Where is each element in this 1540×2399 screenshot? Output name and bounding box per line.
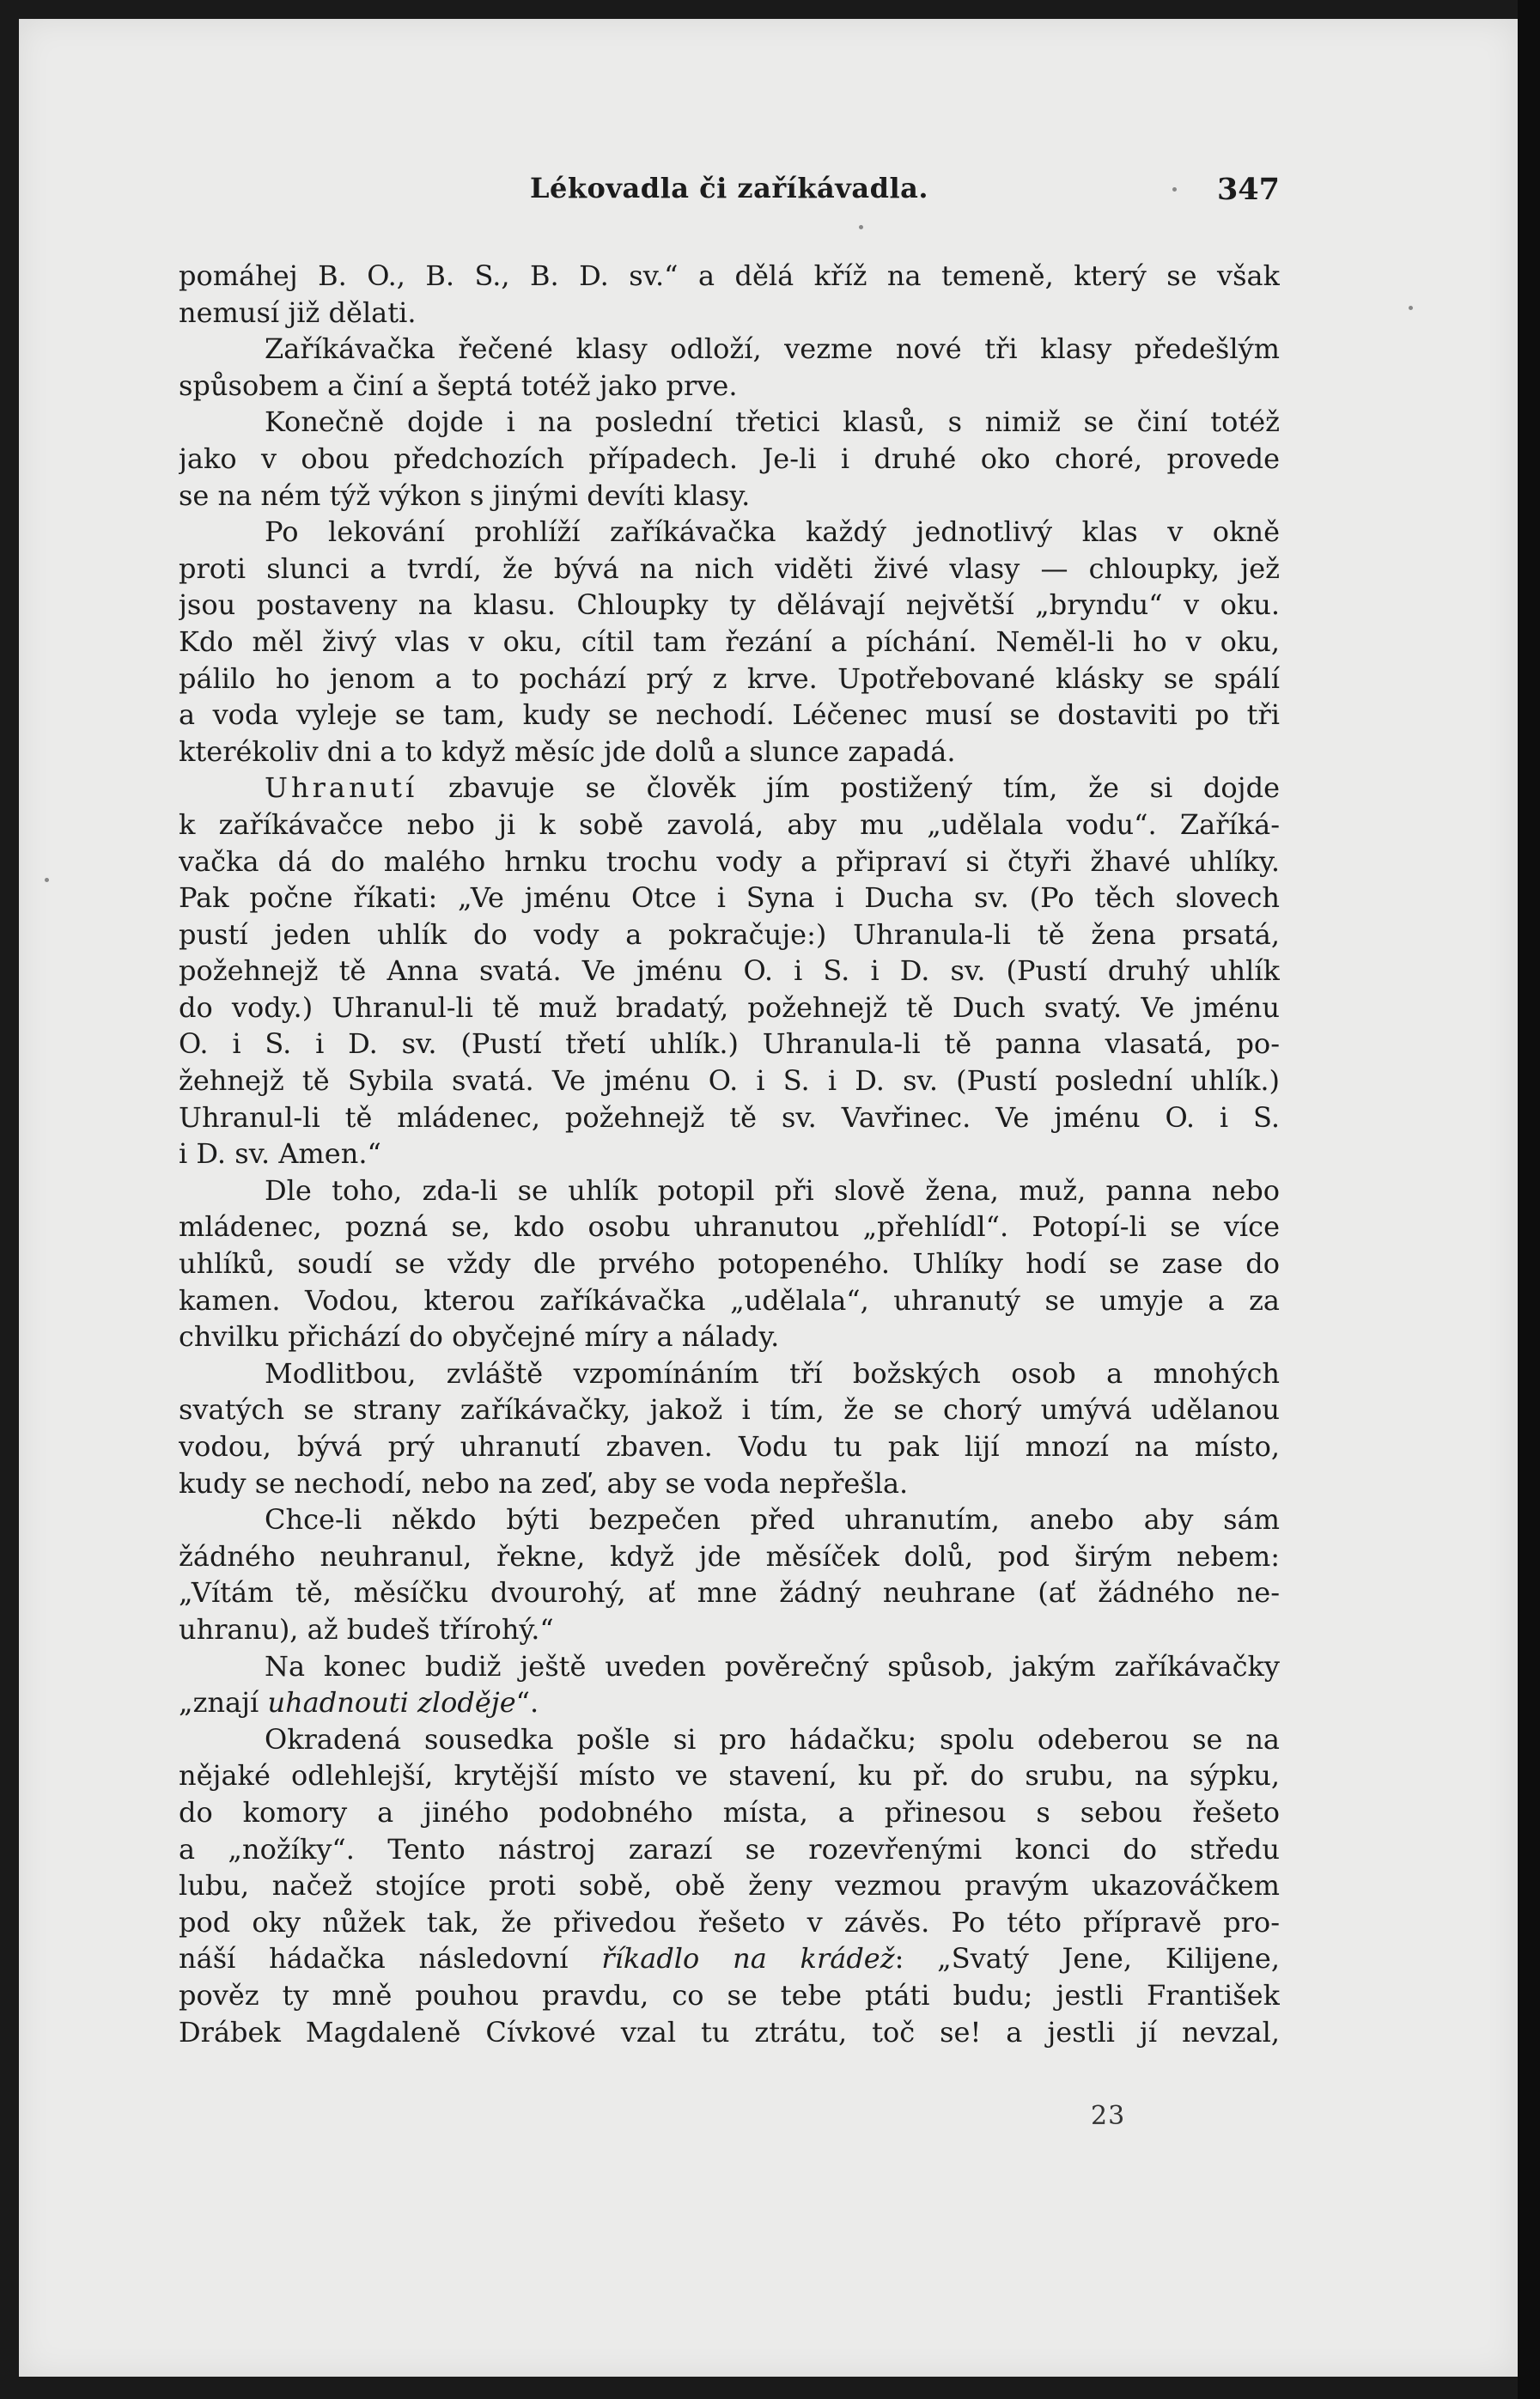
text-line: jako v obou předchozích případech. Je-li i druhé oko choré, provede: [179, 441, 1280, 475]
text-line: pod oky nůžek tak, že přivedou řešeto v závěs. Po této přípravě pro-: [179, 1905, 1280, 1939]
text-line: se na ném týž výkon s jinými devíti klasy.: [179, 478, 751, 512]
spaced-term: Uhranutí: [265, 771, 418, 805]
text-line: chvilku přichází do obyčejné míry a nálady.: [179, 1320, 780, 1354]
text-line: spůsobem a činí a šeptá totéž jako prve.: [179, 368, 738, 402]
signature-mark: 23: [1091, 2101, 1126, 2131]
text-line: Kdo měl živý vlas v oku, cítil tam řezání a píchání. Neměl-li ho v oku,: [179, 624, 1280, 658]
text-line: žádného neuhranul, řekne, když jde měsíček dolů, pod širým nebem:: [179, 1539, 1280, 1573]
text-line: i D. sv. Amen.“: [179, 1137, 381, 1171]
text-line: Na konec budiž ještě uveden pověrečný spůsob, jakým zaříkávačky: [265, 1649, 1280, 1683]
text-line: do komory a jiného podobného místa, a přinesou s sebou řešeto: [179, 1795, 1280, 1829]
text-line: nemusí již dělati.: [179, 295, 417, 329]
text-line: vačka dá do malého hrnku trochu vody a připraví si čtyři žhavé uhlíky.: [179, 844, 1280, 878]
text-line: uhranu), až budeš třírohý.“: [179, 1612, 554, 1646]
text-line: Po lekování prohlíží zaříkávačka každý jednotlivý klas v okně: [265, 515, 1280, 549]
speck: [859, 225, 863, 229]
text-line: Chce-li někdo býti bezpečen před uhranutím, anebo aby sám: [265, 1503, 1280, 1537]
text-line: kamen. Vodou, kterou zaříkávačka „udělala“, uhranutý se umyje a za: [179, 1283, 1280, 1317]
text-line: vodou, bývá prý uhranutí zbaven. Vodu tu pak lijí mnozí na místo,: [179, 1430, 1280, 1463]
text-line: Uhranutí zbavuje se člověk jím postižený tím, že si dojde: [265, 771, 1280, 805]
text-line: k zaříkávačce nebo ji k sobě zavolá, aby mu „udělala vodu“. Zaříká-: [179, 807, 1280, 841]
text-line: Dle toho, zda-li se uhlík potopil při slově žena, muž, panna nebo: [265, 1173, 1280, 1207]
text-line: Konečně dojde i na poslední třetici klasů, s nimiž se činí totéž: [265, 405, 1280, 439]
text-line: jsou postaveny na klasu. Chloupky ty dělávají největší „bryndu“ v oku.: [179, 588, 1280, 622]
text-line: žehnejž tě Sybila svatá. Ve jménu O. i S. i D. sv. (Pustí poslední uhlík.): [179, 1064, 1280, 1098]
text-line: náší hádačka následovní říkadlo na krádež: „Svatý Jene, Kilijene,: [179, 1942, 1280, 1976]
speck: [1172, 187, 1177, 192]
page-header: [179, 172, 1280, 215]
text-line: svatých se strany zaříkávačky, jakož i tím, že se chorý umývá udělanou: [179, 1393, 1280, 1427]
text-line: pomáhej B. O., B. S., B. D. sv.“ a dělá kříž na temeně, který se však: [179, 259, 1280, 292]
body-text: [179, 258, 1280, 2050]
text-line: a „nožíky“. Tento nástroj zarazí se rozevřenými konci do středu: [179, 1832, 1280, 1866]
text-line: Zaříkávačka řečené klasy odloží, vezme nové tři klasy předešlým: [265, 332, 1280, 366]
speck: [45, 878, 49, 882]
text-line: kudy se nechodí, nebo na zeď, aby se voda nepřešla.: [179, 1466, 909, 1500]
text-line: pálilo ho jenom a to pochází prý z krve. Upotřebované klásky se spálí: [179, 661, 1280, 695]
text-line: Uhranul-li tě mládenec, požehnejž tě sv. Vavřinec. Ve jménu O. i S.: [179, 1100, 1280, 1134]
text-line: „znají uhadnouti zloděje“.: [179, 1686, 539, 1720]
text-line: „Vítám tě, měsíčku dvourohý, ať mne žádný neuhrane (ať žádného ne-: [179, 1576, 1280, 1610]
text-line: Modlitbou, zvláště vzpomínáním tří božských osob a mnohých: [265, 1356, 1280, 1390]
text-line: pověz ty mně pouhou pravdu, co se tebe ptáti budu; jestli František: [179, 1978, 1280, 2012]
speck: [1409, 306, 1413, 310]
italic-phrase: říkadlo na krádež: [601, 1942, 895, 1976]
text-line: lubu, načež stojíce proti sobě, obě ženy vezmou pravým ukazováčkem: [179, 1869, 1280, 1903]
text-line: mládenec, pozná se, kdo osobu uhranutou „přehlídl“. Potopí-li se více: [179, 1210, 1280, 1244]
text-line: proti slunci a tvrdí, že bývá na nich viděti živé vlasy — chloupky, jež: [179, 551, 1280, 585]
text-line: O. i S. i D. sv. (Pustí třetí uhlík.) Uhranula-li tě panna vlasatá, po-: [179, 1027, 1280, 1061]
text-line: Pak počne říkati: „Ve jménu Otce i Syna i Ducha sv. (Po těch slovech: [179, 881, 1280, 915]
text-line: do vody.) Uhranul-li tě muž bradatý, požehnejž tě Duch svatý. Ve jménu: [179, 990, 1280, 1024]
page-number: 347: [1216, 172, 1280, 207]
text-line: požehnejž tě Anna svatá. Ve jménu O. i S. i D. sv. (Pustí druhý uhlík: [179, 954, 1280, 988]
page-edge-shadow: [1518, 0, 1540, 2399]
running-head: Lékovadla či zaříkávadla.: [530, 172, 928, 204]
text-line: uhlíků, soudí se vždy dle prvého potopeného. Uhlíky hodí se zase do: [179, 1247, 1280, 1281]
text-line: Drábek Magdaleně Cívkové vzal tu ztrátu, toč se! a jestli jí nevzal,: [179, 2015, 1280, 2049]
italic-phrase: uhadnouti zloděje: [267, 1686, 516, 1720]
text-line: kterékoliv dni a to když měsíc jde dolů a slunce zapadá.: [179, 734, 956, 768]
text-line: Okradená sousedka pošle si pro hádačku; spolu odeberou se na: [265, 1722, 1280, 1756]
text-line: nějaké odlehlejší, krytější místo ve stavení, ku př. do srubu, na sýpku,: [179, 1759, 1280, 1793]
text-line: pustí jeden uhlík do vody a pokračuje:) Uhranula-li tě žena prsatá,: [179, 917, 1280, 951]
text-line: a voda vyleje se tam, kudy se nechodí. Léčenec musí se dostaviti po tři: [179, 698, 1280, 732]
